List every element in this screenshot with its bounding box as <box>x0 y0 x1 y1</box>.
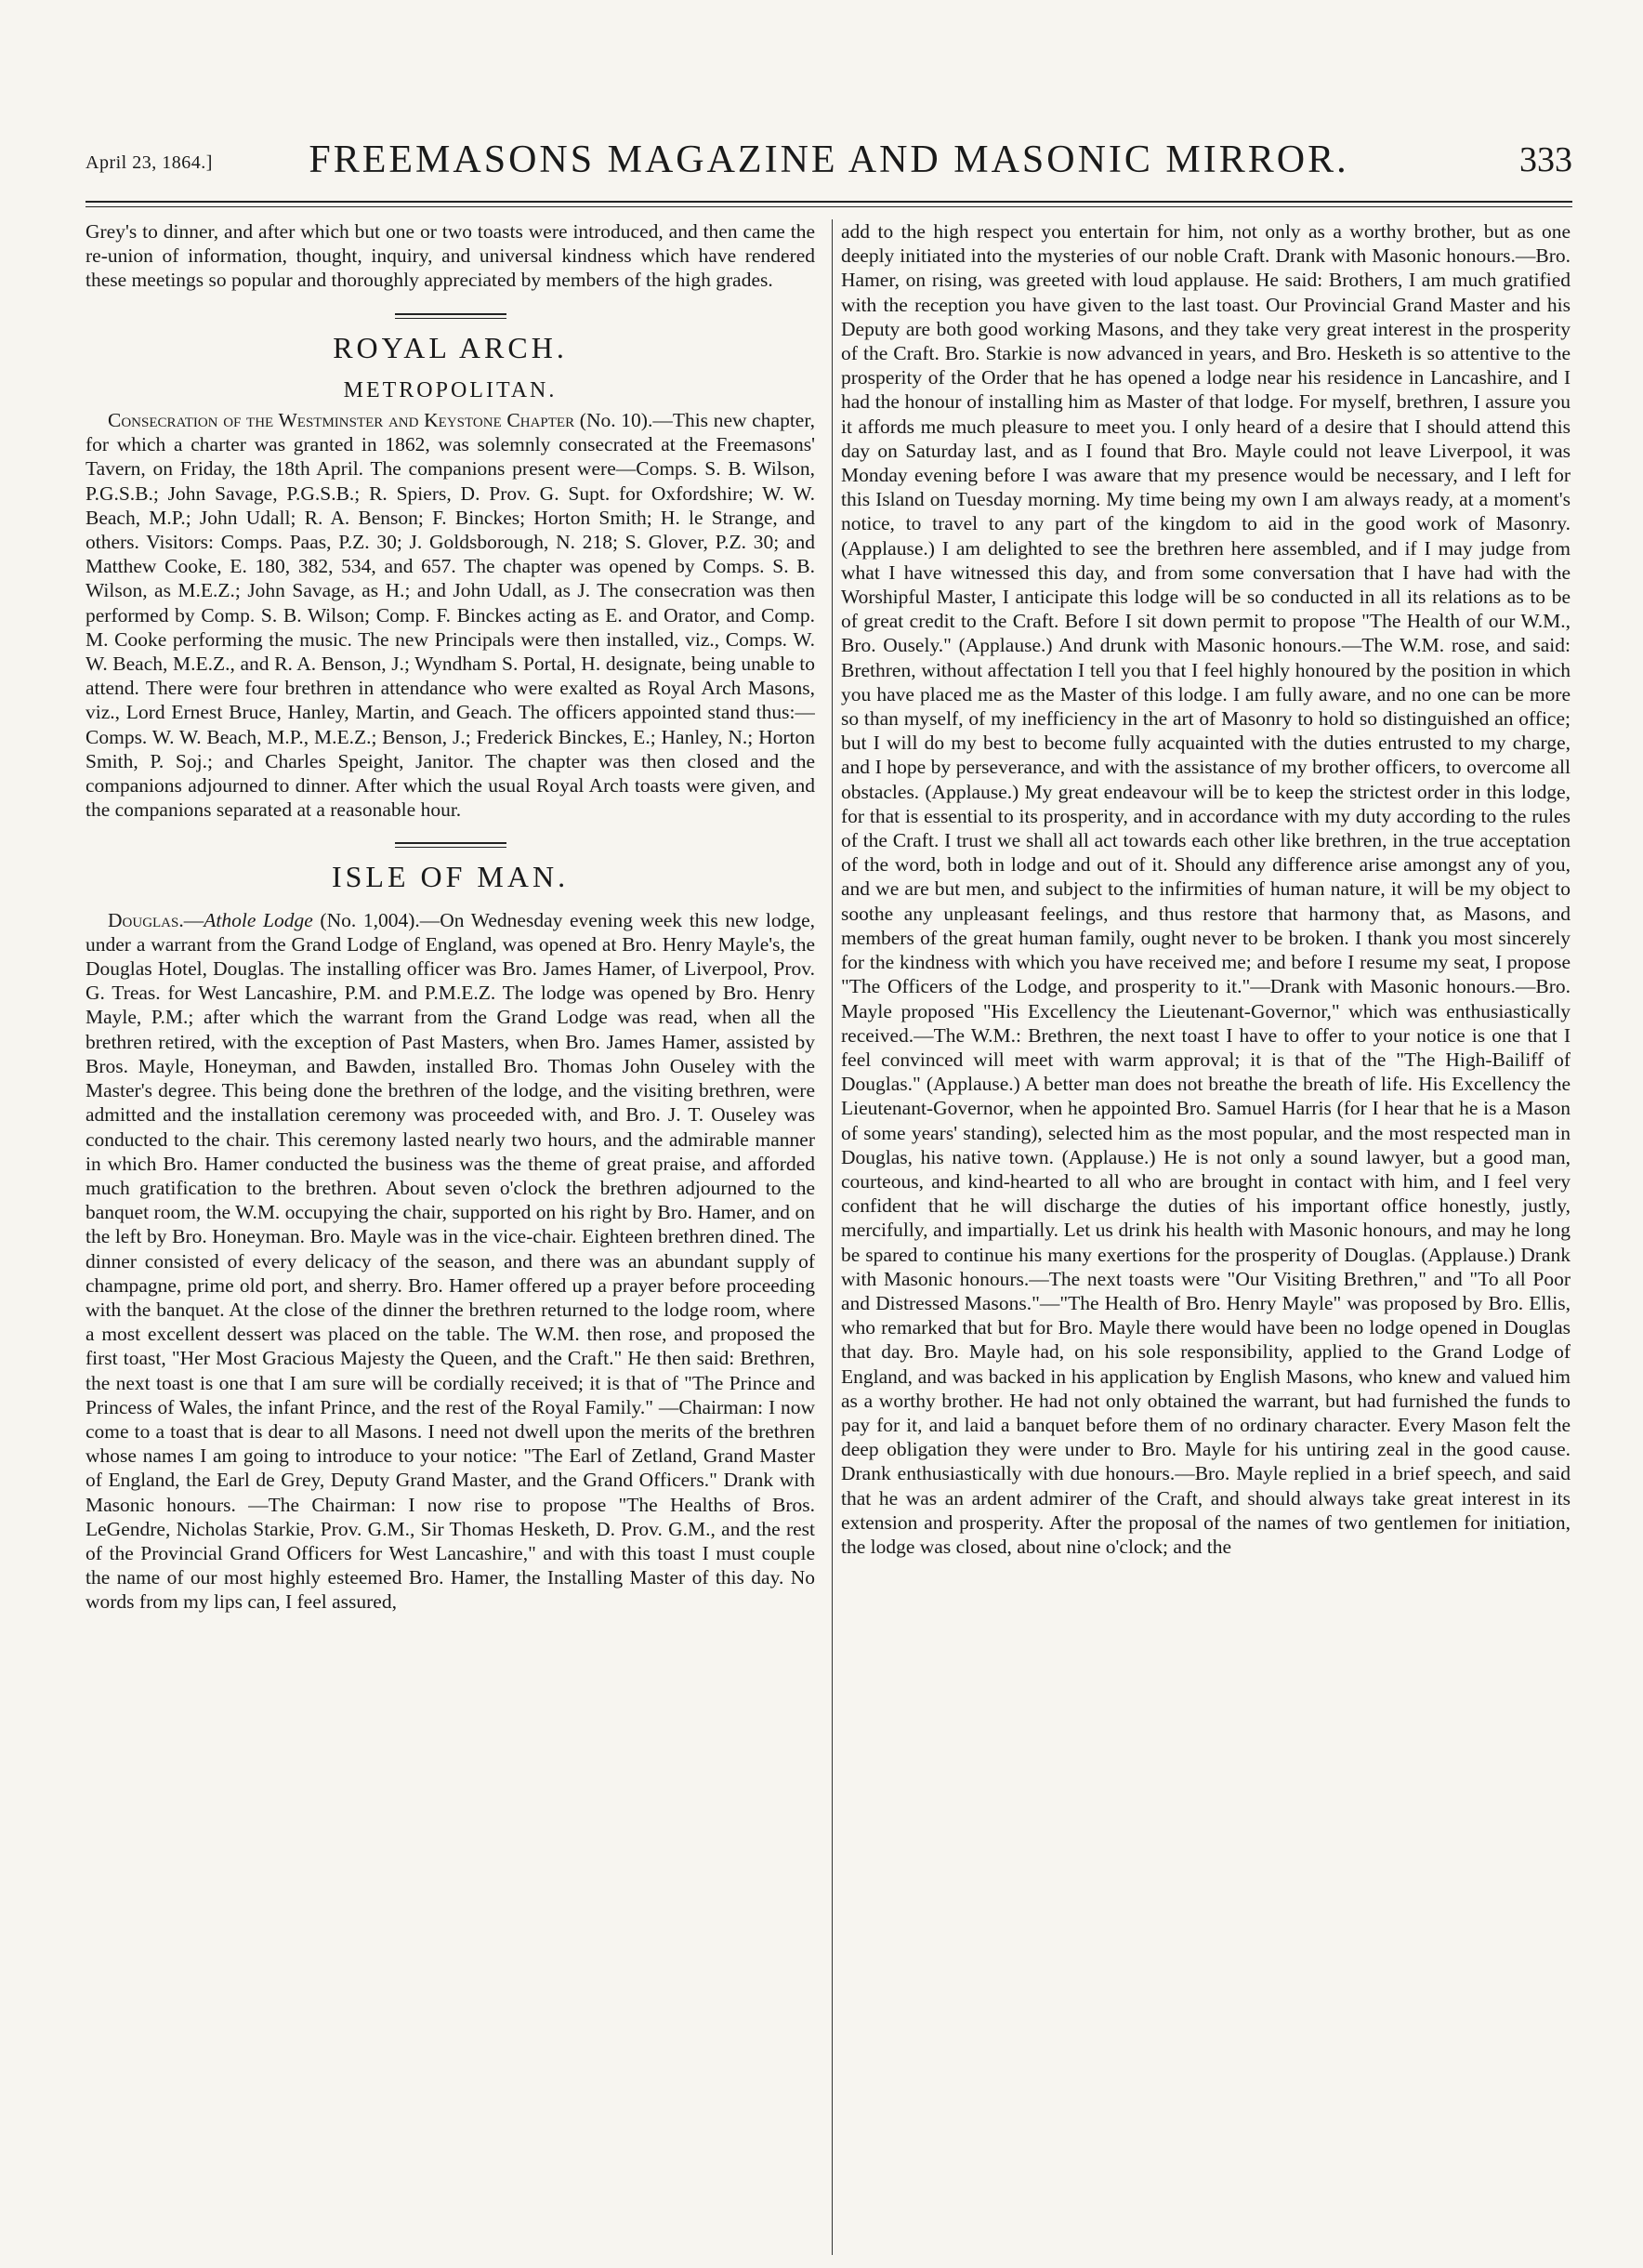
intro-paragraph: Grey's to dinner, and after which but one or two toasts were introduced, and then came the re-union of information, thought, inquiry, and universal kindness which have rendered these meetings so popular and thoroughly appreciated by members of the high grades. <box>85 220 815 292</box>
right-column <box>841 219 1571 2255</box>
lodge-name: Athole Lodge <box>204 908 313 931</box>
header-rule-thin <box>85 206 1572 207</box>
section-separator <box>395 313 506 319</box>
royal-arch-report <box>85 408 815 822</box>
publication-title: FREEMASONS MAGAZINE AND MASONIC MIRROR. <box>309 138 1349 181</box>
royal-arch-heading: ROYAL ARCH. <box>333 330 568 364</box>
issue-date: April 23, 1864.] <box>85 152 213 173</box>
section-separator <box>395 842 506 848</box>
left-column <box>85 219 815 2255</box>
column-rule <box>832 219 833 2255</box>
report-lead: Consecration of the Westminster and Keystone Chapter <box>108 409 575 432</box>
report-body: (No. 10).—This new chapter, for which a charter was granted in 1862, was solemnly consecrated at the Freemasons' Tavern, on Friday, the 18th April. The companions present were—Comps. S. B. Wilson, P.G.S.B.; John Savage, P.G.S.B.; R. Spiers, D. Prov. G. Supt. for Oxfordshire; W. W. Beach, M.P.; John Udall; R. A. Benson; F. Binckes; Horton Smith; H. le Strange, and others. Visitors: Comps. Paas, P.Z. 30; J. Goldsborough, N. 218; S. Glover, P.Z. 30; and Matthew Cooke, E. 180, 382, 534, and 657. The chapter was opened by Comps. S. B. Wilson, as M.E.Z.; John Savage, as H.; and John Udall, as J. The consecration was then performed by Comp. S. B. Wilson; Comp. F. Binckes acting as E. and Orator, and Comp. M. Cooke performing the music. The new Principals were then installed, viz., Comps. W. W. Beach, M.E.Z., and R. A. Benson, J.; Wyndham S. Portal, H. designate, being unable to attend. There were four brethren in attendance who were exalted as Royal Arch Masons, viz., Lord Ernest Bruce, Hanley, Martin, and Geach. The officers appointed stand thus:—Comps. W. W. Beach, M.P., M.E.Z.; Benson, J.; Frederick Binckes, E.; Hanley, N.; Horton Smith, P. Soj.; and Charles Speight, Janitor. The chapter was then closed and the companions adjourned to dinner. After which the usual Royal Arch toasts were given, and the companions separated at a reasonable hour. <box>85 409 815 822</box>
header-rule <box>85 201 1572 203</box>
metropolitan-subheading: METROPOLITAN. <box>343 377 558 402</box>
isle-of-man-heading: ISLE OF MAN. <box>331 860 570 894</box>
page-number: 333 <box>1519 140 1572 179</box>
continued-report: add to the high respect you entertain for him, not only as a worthy brother, but as one deeply initiated into the mysteries of our noble Craft. Drank with Masonic honours.—Bro. Hamer, on rising, was greeted with loud applause. He said: Brothers, I am much gratified with the reception you have given to the last toast. Our Provincial Grand Master and his Deputy are both good working Masons, and they take very great interest in the prosperity of the Craft. Bro. Starkie is now advanced in years, and Bro. Hesketh is so attentive to the prosperity of the Order that he has opened a lodge near his residence in Lancashire, and I had the honour of installing him as Master of that lodge. For myself, brethren, I assure you it affords me much pleasure to meet you. I only heard of a desire that I should attend this day on Saturday last, and as I found that Bro. Mayle could not leave Liverpool, it was Monday evening before I was aware that my presence would be necessary, and I left for this Island on Tuesday morning. My time being my own I am always ready, at a moment's notice, to travel to any part of the kingdom to aid in the good work of Masonry. (Applause.) I am delighted to see the brethren here assembled, and if I may judge from what I have witnessed this day, and from some conversation that I have had with the Worshipful Master, I anticipate this lodge will be so conducted in all its relations as to be of great credit to the Craft. Before I sit down permit to propose "The Health of our W.M., Bro. Ousely." (Applause.) And drunk with Masonic honours.—The W.M. rose, and said: Brethren, without affectation I tell you that I feel highly honoured by the position in which you have placed me as the Master of this lodge. I am fully aware, and no one can be more so than myself, of my inefficiency in the art of Masonry to hold so distinguished an office; but I will do my best to become fully acquainted with the duties entrusted to my charge, and I hope by perseverance, and with the assistance of my brother officers, to overcome all obstacles. (Applause.) My great endeavour will be to keep the strictest order in this lodge, for that is essential to its prosperity, and in accordance with my duty according to the rules of the Craft. I trust we shall all act towards each other like brethren, in the true acceptation of the word, both in lodge and out of it. Should any difference arise amongst any of you, and we are but men, and subject to the infirmities of human nature, it will be my object to soothe any unpleasant feelings, and thus restore that harmony that, as Masons, and members of the great human family, ought never to be broken. I thank you most sincerely for the kindness with which you have received me; and before I resume my seat, I propose "The Officers of the Lodge, and prosperity to it."—Drank with Masonic honours.—Bro. Mayle proposed "His Excellency the Lieutenant-Governor," which was enthusiastically received.—The W.M.: Brethren, the next toast I have to offer to your notice is one that I feel convinced will meet with warm approval; it is that of the "The High-Bailiff of Douglas." (Applause.) A better man does not breathe the breath of life. His Excellency the Lieutenant-Governor, when he appointed Bro. Samuel Harris (for I hear that he is a Mason of some years' standing), selected him as the most popular, and the most respected man in Douglas, his native town. (Applause.) He is not only a sound lawyer, but a good man, courteous, and kind-hearted to all who are brought in contact with him, and I feel very confident that he will discharge the duties of his important office honestly, justly, mercifully, and impartially. Let us drink his health with Masonic honours, and may he long be spared to continue his many exertions for the prosperity of Douglas. (Applause.) Drank with Masonic honours.—The next toasts were "Our Visiting Brethren," and "To all Poor and Distressed Masons."—"The Health of Bro. Henry Mayle" was proposed by Bro. Ellis, who remarked that but for Bro. Mayle there would have been no lodge opened in Douglas that day. Bro. Mayle had, on his sole responsibility, applied to the Grand Lodge of England, and was backed in his application by English Masons, who knew and valued him as a worthy brother. He had not only obtained the warrant, but had furnished the funds to pay for it, and laid a banquet before them of no ordinary character. Every Mason felt the deep obligation they were under to Bro. Mayle for his untiring zeal in the good cause. Drank enthusiastically with due honours.—Bro. Mayle replied in a brief speech, and said that he was an ardent admirer of the Craft, and should always take great interest in its extension and prosperity. After the proposal of the names of two gentlemen for initiation, the lodge was closed, about nine o'clock; and the <box>841 220 1571 1558</box>
masthead <box>85 130 1572 186</box>
isle-of-man-report <box>85 908 815 1615</box>
report-body: (No. 1,004).—On Wednesday evening week this new lodge, under a warrant from the Grand Lodge of England, was opened at Bro. Henry Mayle's, the Douglas Hotel, Douglas. The installing officer was Bro. James Hamer, of Liverpool, Prov. G. Treas. for West Lancashire, P.M. and P.M.E.Z. The lodge was opened by Bro. Henry Mayle, P.M.; after which the warrant from the Grand Lodge was read, when all the brethren retired, with the exception of Past Masters, when Bro. James Hamer, assisted by Bros. Mayle, Honeyman, and Bawden, installed Bro. Thomas John Ouseley with the Master's degree. This being done the brethren of the lodge, and the visiting brethren, were admitted and the installation ceremony was proceeded with, and Bro. J. T. Ouseley was conducted to the chair. This ceremony lasted nearly two hours, and the admirable manner in which Bro. Hamer conducted the business was the theme of great praise, and afforded much gratification to the brethren. About seven o'clock the brethren adjourned to the banquet room, the W.M. occupying the chair, supported on his right by Bro. Hamer, and on the left by Bro. Honeyman. Bro. Mayle was in the vice-chair. Eighteen brethren dined. The dinner consisted of every delicacy of the season, and there was an abundant supply of champagne, prime old port, and sherry. Bro. Hamer offered up a prayer before proceeding with the banquet. At the close of the dinner the brethren returned to the lodge room, where a most excellent dessert was placed on the table. The W.M. then rose, and proposed the first toast, "Her Most Gracious Majesty the Queen, and the Craft." He then said: Brethren, the next toast is one that I am sure will be cordially received; it is that of "The Prince and Princess of Wales, the infant Prince, and the rest of the Royal Family." —Chairman: I now come to a toast that is dear to all Masons. I need not dwell upon the merits of the brethren whose names I am going to introduce to your notice: "The Earl of Zetland, Grand Master of England, the Earl de Grey, Deputy Grand Master, and the Grand Officers." Drank with Masonic honours. —The Chairman: I now rise to propose "The Healths of Bros. LeGendre, Nicholas Starkie, Prov. G.M., Sir Thomas Hesketh, D. Prov. G.M., and the rest of the Provincial Grand Officers for West Lancashire," and with this toast I must couple the name of our most highly esteemed Bro. Hamer, the Installing Master of this day. No words from my lips can, I feel assured, <box>85 908 815 1614</box>
report-lead: Douglas.— <box>108 908 204 931</box>
